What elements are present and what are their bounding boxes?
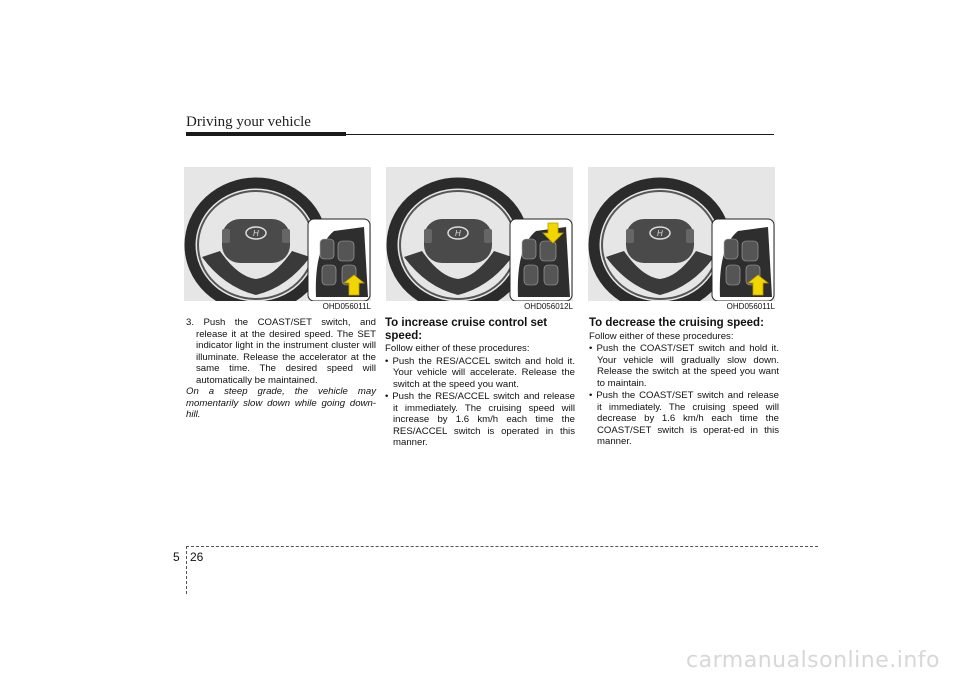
intro-text: Follow either of these procedures: xyxy=(589,330,734,342)
steering-wheel-figure-2 xyxy=(386,167,573,301)
svg-text:H: H xyxy=(253,229,259,238)
list-item: • Push the RES/ACCEL switch and release it immediately. The cruising speed will increase by 1.6 km/h each time the RES/ACCEL switch is operated in this manner. xyxy=(385,391,575,448)
steering-wheel-illustration xyxy=(184,167,371,301)
list-item: • Push the COAST/SET switch and hold it. Your vehicle will gradually slow down. Release the switch at the speed you want to maintain. xyxy=(589,343,779,389)
page-header-title: Driving your vehicle xyxy=(186,114,311,130)
steering-wheel-figure-1 xyxy=(184,167,371,301)
footer-rule xyxy=(186,546,818,547)
steering-wheel-illustration xyxy=(588,167,775,301)
steering-wheel-illustration xyxy=(386,167,573,301)
steering-wheel-figure-3 xyxy=(588,167,775,301)
section-number: 5 xyxy=(173,550,180,564)
list-item: • Push the COAST/SET switch and release it immediately. The cruising speed will decrease by 1.6 km/h each time the COAST/SET switch is operat-ed in this manner. xyxy=(589,390,779,447)
column-decrease-speed xyxy=(589,317,779,448)
svg-text:H: H xyxy=(455,229,461,238)
figure-caption: OHD056012L xyxy=(524,302,573,311)
list-item: • Push the RES/ACCEL switch and hold it. Your vehicle will accelerate. Release the switch at the speed you want. xyxy=(385,355,575,390)
svg-text:H: H xyxy=(657,229,663,238)
page-number: 26 xyxy=(190,550,204,564)
figure-caption: OHD056011L xyxy=(726,302,775,311)
footer-divider xyxy=(186,546,187,594)
header-bar xyxy=(186,132,346,136)
column-coast-set xyxy=(186,317,376,421)
steep-grade-note: On a steep grade, the vehicle may momentarily slow down while going down-hill. xyxy=(186,386,376,420)
intro-text: Follow either of these procedures: xyxy=(385,343,530,354)
watermark-text: carmanualsonline.info xyxy=(686,648,940,673)
step-3-text: 3. Push the COAST/SET switch, and release it at the desired speed. The SET indicator light in the instrument cluster will illuminate. Release the accelerator at the same time. The desired speed will automatically be maintained. xyxy=(186,317,376,386)
column-increase-speed xyxy=(385,317,575,449)
figure-caption: OHD056011L xyxy=(322,302,371,311)
header-rule xyxy=(346,134,774,135)
section-heading: To increase cruise control set speed: xyxy=(385,317,548,342)
section-heading: To decrease the cruising speed: xyxy=(589,317,764,329)
